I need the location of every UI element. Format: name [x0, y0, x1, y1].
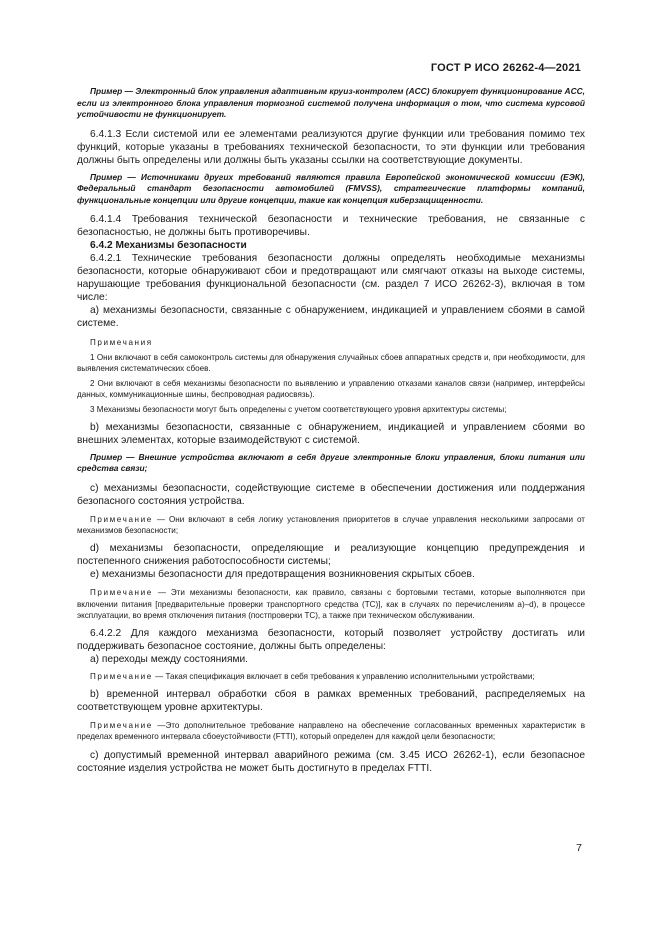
- note-2: 2 Они включают в себя механизмы безопасности по выявлению и управлению отказами каналов связи (например, интерфейсы данных, коммуникационные шины, беспроводная радиосвязь).: [77, 379, 585, 400]
- note-c: [77, 514, 585, 536]
- note-e-text: — Эти механизмы безопасности, как правило, связаны с бортовыми тестами, которые выполняются при включении питания [предварительные проверки транспортного средства (ТС)], как в случаях по перечислениям a)–d), в процессе эксплуатации, во время отключения питания (постпроверки ТС), а также при техническом обслуживании.: [77, 588, 585, 620]
- note2-b: [77, 720, 585, 742]
- clause-6-4-2-1: 6.4.2.1 Технические требования безопасности должны определять необходимые механизмы безопасности, которые обнаруживают сбои и предотвращают или смягчают отказы на выходе системы, нарушающие требования функциональной безопасности (см. раздел 7 ИСО 26262-3), включая в том числе:: [77, 252, 585, 303]
- list2-item-a: a) переходы между состояниями.: [90, 653, 248, 665]
- page-number: 7: [576, 842, 582, 854]
- note-1: 1 Они включают в себя самоконтроль системы для обнаружения случайных сбоев аппаратных средств и, при необходимости, для выявления систематических сбоев.: [77, 352, 585, 373]
- note-label: Примечание: [90, 588, 153, 598]
- note-label: Примечание: [90, 514, 153, 524]
- list-item-d: d) механизмы безопасности, определяющие и реализующие концепцию предупреждения и постепенного снижения работоспособности системы;: [77, 543, 585, 568]
- list-item-e: e) механизмы безопасности для предотвращения возникновения скрытых сбоев.: [90, 569, 475, 581]
- example-acc: Пример — Электронный блок управления адаптивным круиз-контролем (ACC) блокирует функционирование ACC, если из электронного блока управления тормозной системой получена информация о том, что система курсовой устойчивости не функционирует.: [77, 86, 585, 120]
- list2-item-c: c) допустимый временной интервал аварийного режима (см. 3.45 ИСО 26262-1), если безопасное состояние изделия устройства не может быть достигнуто в пределах FTTI.: [77, 749, 585, 774]
- clause-6-4-1-3: 6.4.1.3 Если системой или ее элементами реализуются другие функции или требования помимо тех функций, которые указаны в требованиях технической безопасности, то эти функции или требования должны быть определены или должны быть указаны ссылки на соответствующие документы.: [77, 128, 585, 166]
- note2-a-text: — Такая спецификация включает в себя требования к управлению исполнительными устройствами;: [152, 671, 535, 681]
- list-item-b: b) механизмы безопасности, связанные с обнаружением, индикацией и управлением сбоями во внешних элементах, которые взаимодействуют с системой.: [77, 421, 585, 446]
- document-header-id: ГОСТ Р ИСО 26262-4—2021: [430, 62, 581, 74]
- notes-heading: Примечания: [90, 337, 153, 347]
- list2-item-b: b) временной интервал обработки сбоя в рамках временных требований, распределяемых на соответствующем уровне архитектуры.: [77, 689, 585, 714]
- list-item-a: a) механизмы безопасности, связанные с обнаружением, индикацией и управлением сбоями в самой системе.: [77, 304, 585, 329]
- note-label: Примечание: [90, 671, 153, 681]
- note2-a: [77, 671, 585, 682]
- note2-b-text: —Это дополнительное требование направлено на обеспечение согласованных временных характеристик в пределах временного интервала сбоеустойчивости (FTTI), который определен для каждой цели безопасности;: [77, 721, 585, 742]
- note-c-text: — Они включают в себя логику установления приоритетов в случае управления несколькими запросами от механизмов безопасности;: [77, 514, 585, 536]
- clause-6-4-2-2: 6.4.2.2 Для каждого механизма безопасности, который позволяет устройству достигать или поддерживать безопасное состояние, должны быть определены:: [77, 627, 585, 652]
- example-other-requirements: Пример — Источниками других требований являются правила Европейской экономической комиссии (ЕЭК), Федеральный стандарт безопасности автомобилей (FMVSS), стратегические платформы компаний, функциональные концепции или другие концепции, такие как концепция киберзащищенности.: [77, 171, 585, 205]
- clause-6-4-1-4: 6.4.1.4 Требования технической безопасности и технические требования, не связанные с безопасностью, не должны быть противоречивы.: [77, 213, 585, 238]
- note-label: Примечание: [90, 721, 153, 731]
- note-3: 3 Механизмы безопасности могут быть определены с учетом соответствующего уровня архитектуры системы;: [90, 404, 507, 414]
- section-heading-6-4-2: 6.4.2 Механизмы безопасности: [90, 239, 247, 251]
- page-body: [77, 86, 585, 775]
- list-item-c: c) механизмы безопасности, содействующие системе в обеспечении достижения или поддержания безопасного состояния устройства.: [77, 482, 585, 507]
- example-external-devices: Пример — Внешние устройства включают в себя другие электронные блоки управления, блоки питания или средства связи;: [77, 451, 585, 474]
- note-e: [77, 587, 585, 621]
